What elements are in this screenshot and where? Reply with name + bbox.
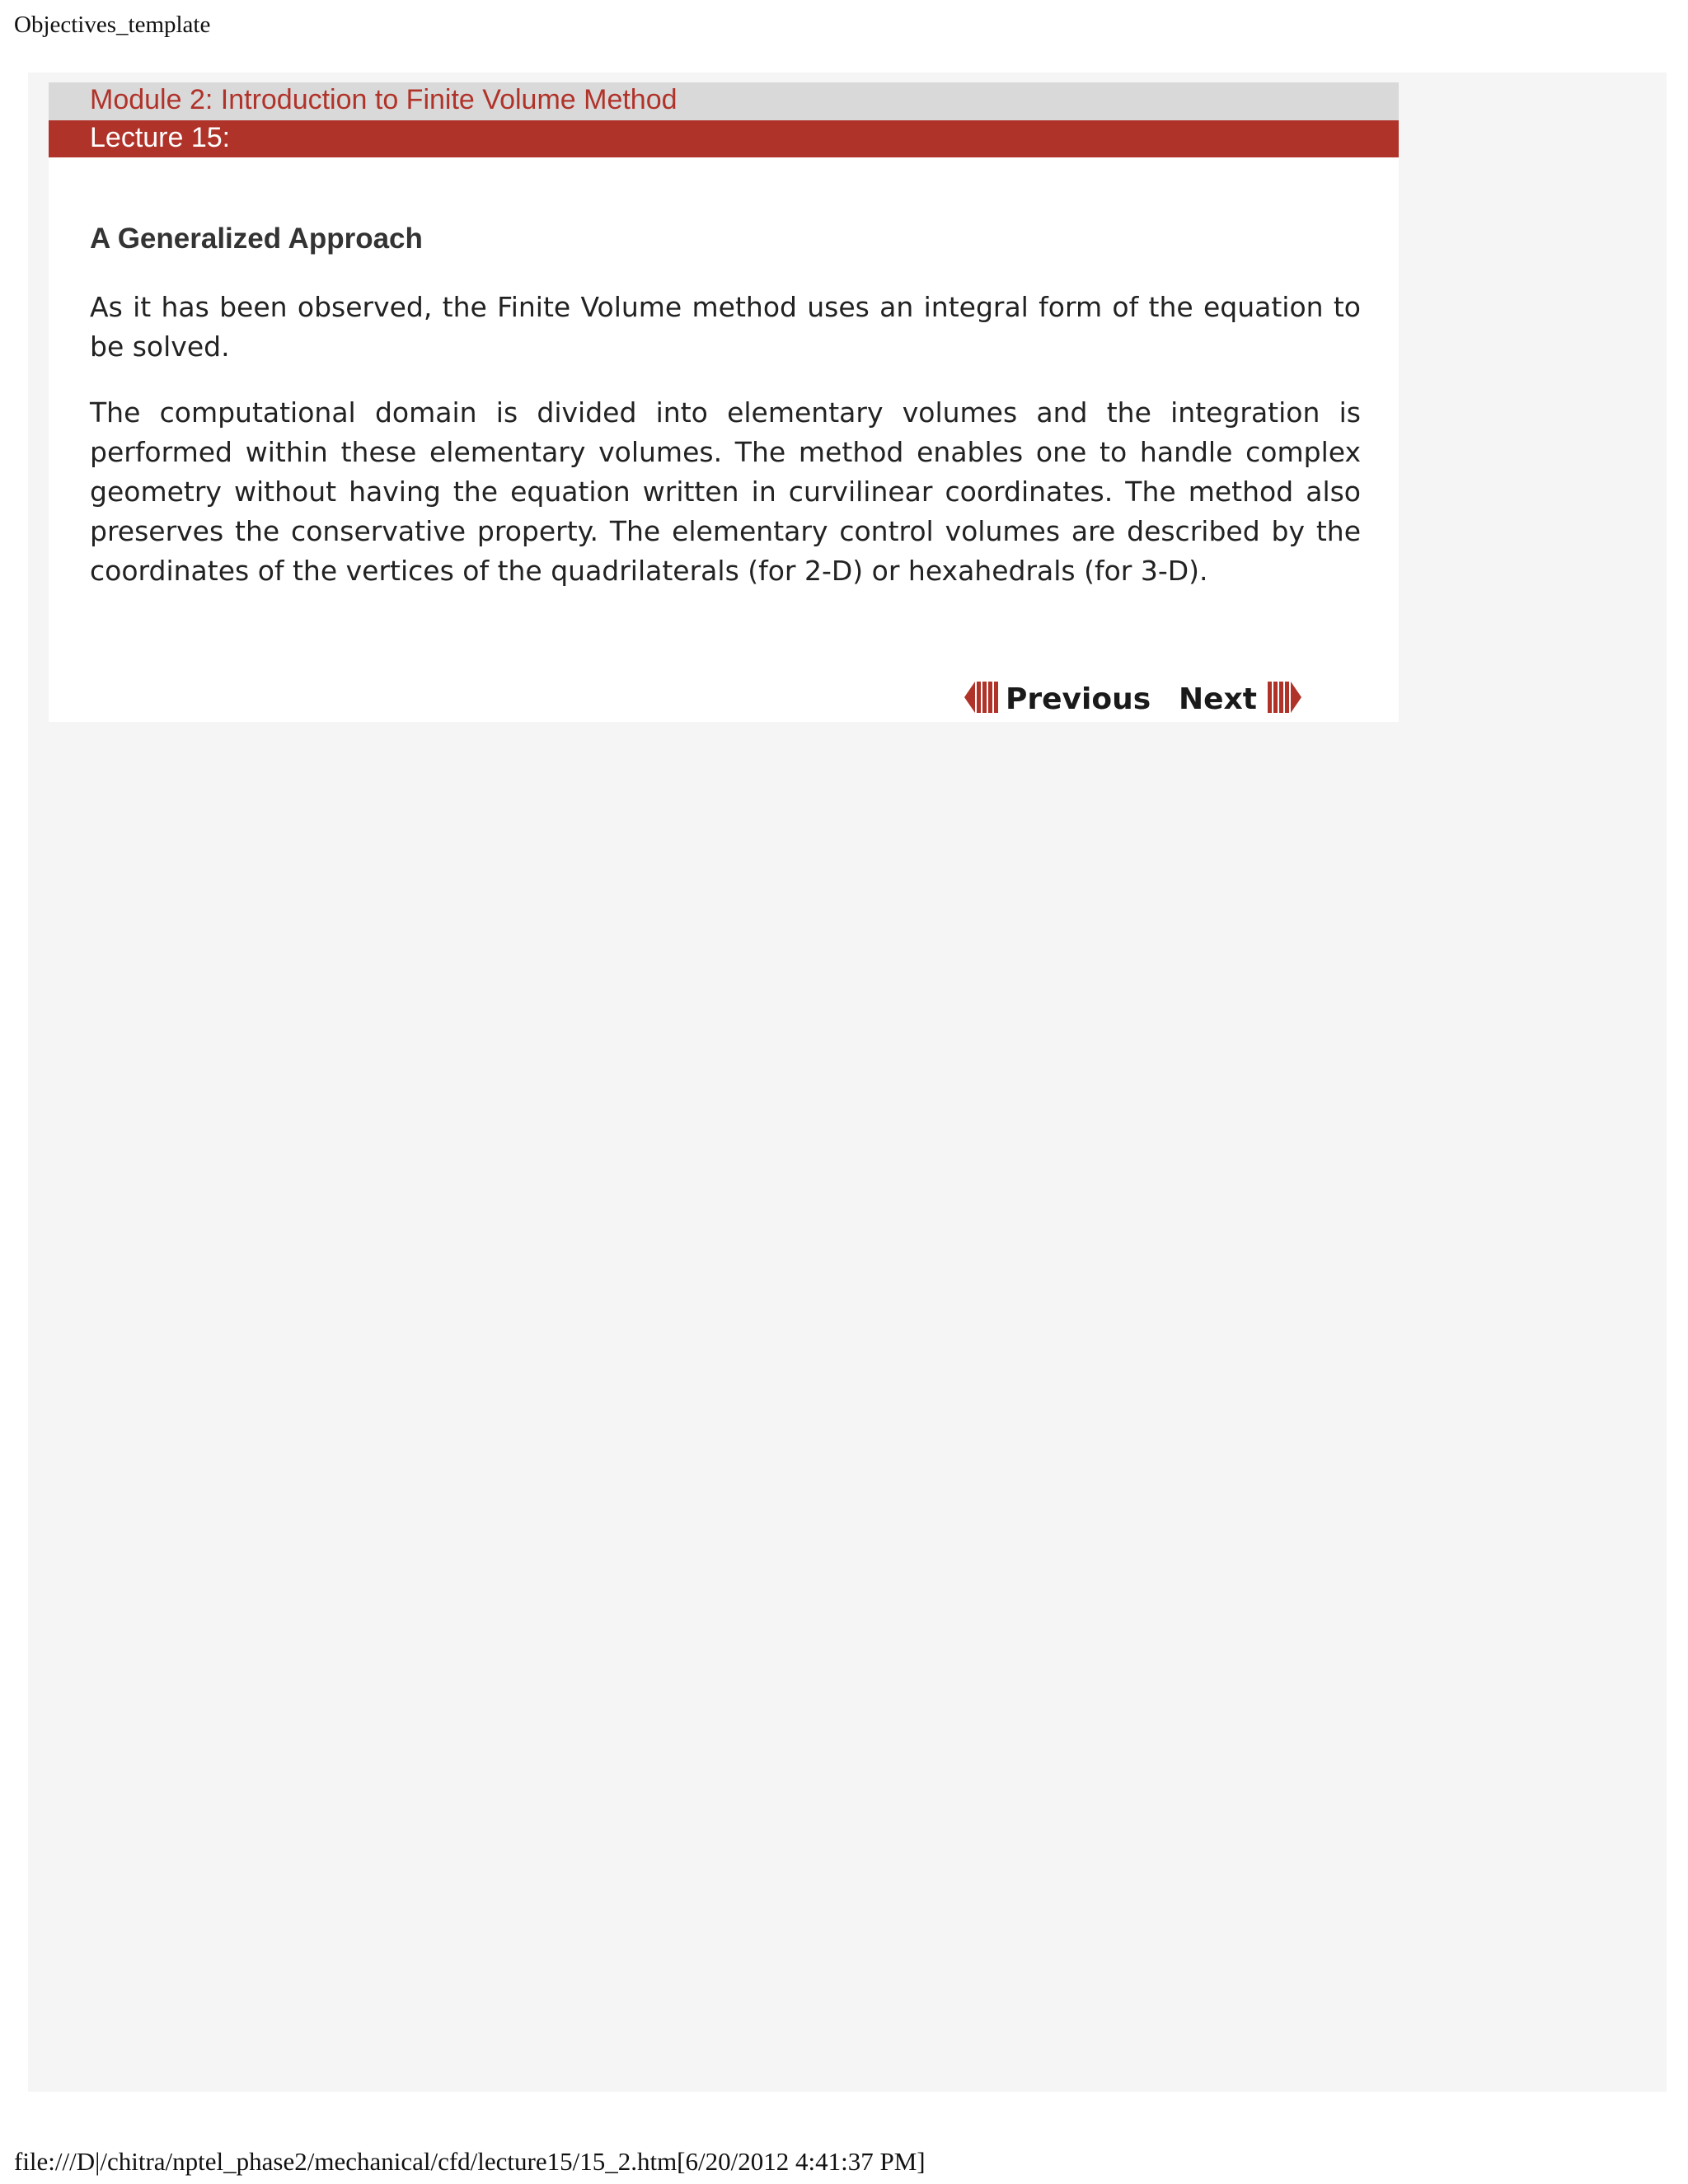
- content-card: [49, 82, 1399, 722]
- section-heading: A Generalized Approach: [90, 223, 423, 255]
- next-label: Next: [1179, 682, 1257, 716]
- lecture-title: Lecture 15:: [90, 122, 231, 153]
- arrow-right-icon: [1265, 679, 1301, 719]
- module-header-bar: [49, 82, 1399, 120]
- paragraph-intro: As it has been observed, the Finite Volume method uses an integral form of the equation to be solved.: [90, 291, 1361, 363]
- lecture-header-bar: [49, 120, 1399, 157]
- footer-file-path: file:///D|/chitra/nptel_phase2/mechanical/cfd/lecture15/15_2.htm[6/20/2012 4:41:37 PM]: [14, 2147, 926, 2176]
- previous-label: Previous: [1006, 682, 1151, 716]
- arrow-left-icon: [964, 679, 1001, 719]
- previous-button[interactable]: [964, 681, 1151, 717]
- paragraph-description: The computational domain is divided into elementary volumes and the integration is performed within these elementary volumes. The method enables one to handle complex geometry without having the equation written in curvilinear coordinates. The method also preserves the conservative property. The elementary control volumes are described by the coordinates of the vertices of the quadrilaterals (for 2-D) or hexahedrals (for 3-D).: [90, 396, 1361, 587]
- document-title: Objectives_template: [14, 12, 211, 38]
- module-title: Module 2: Introduction to Finite Volume Method: [90, 84, 678, 115]
- next-button[interactable]: [1179, 681, 1301, 717]
